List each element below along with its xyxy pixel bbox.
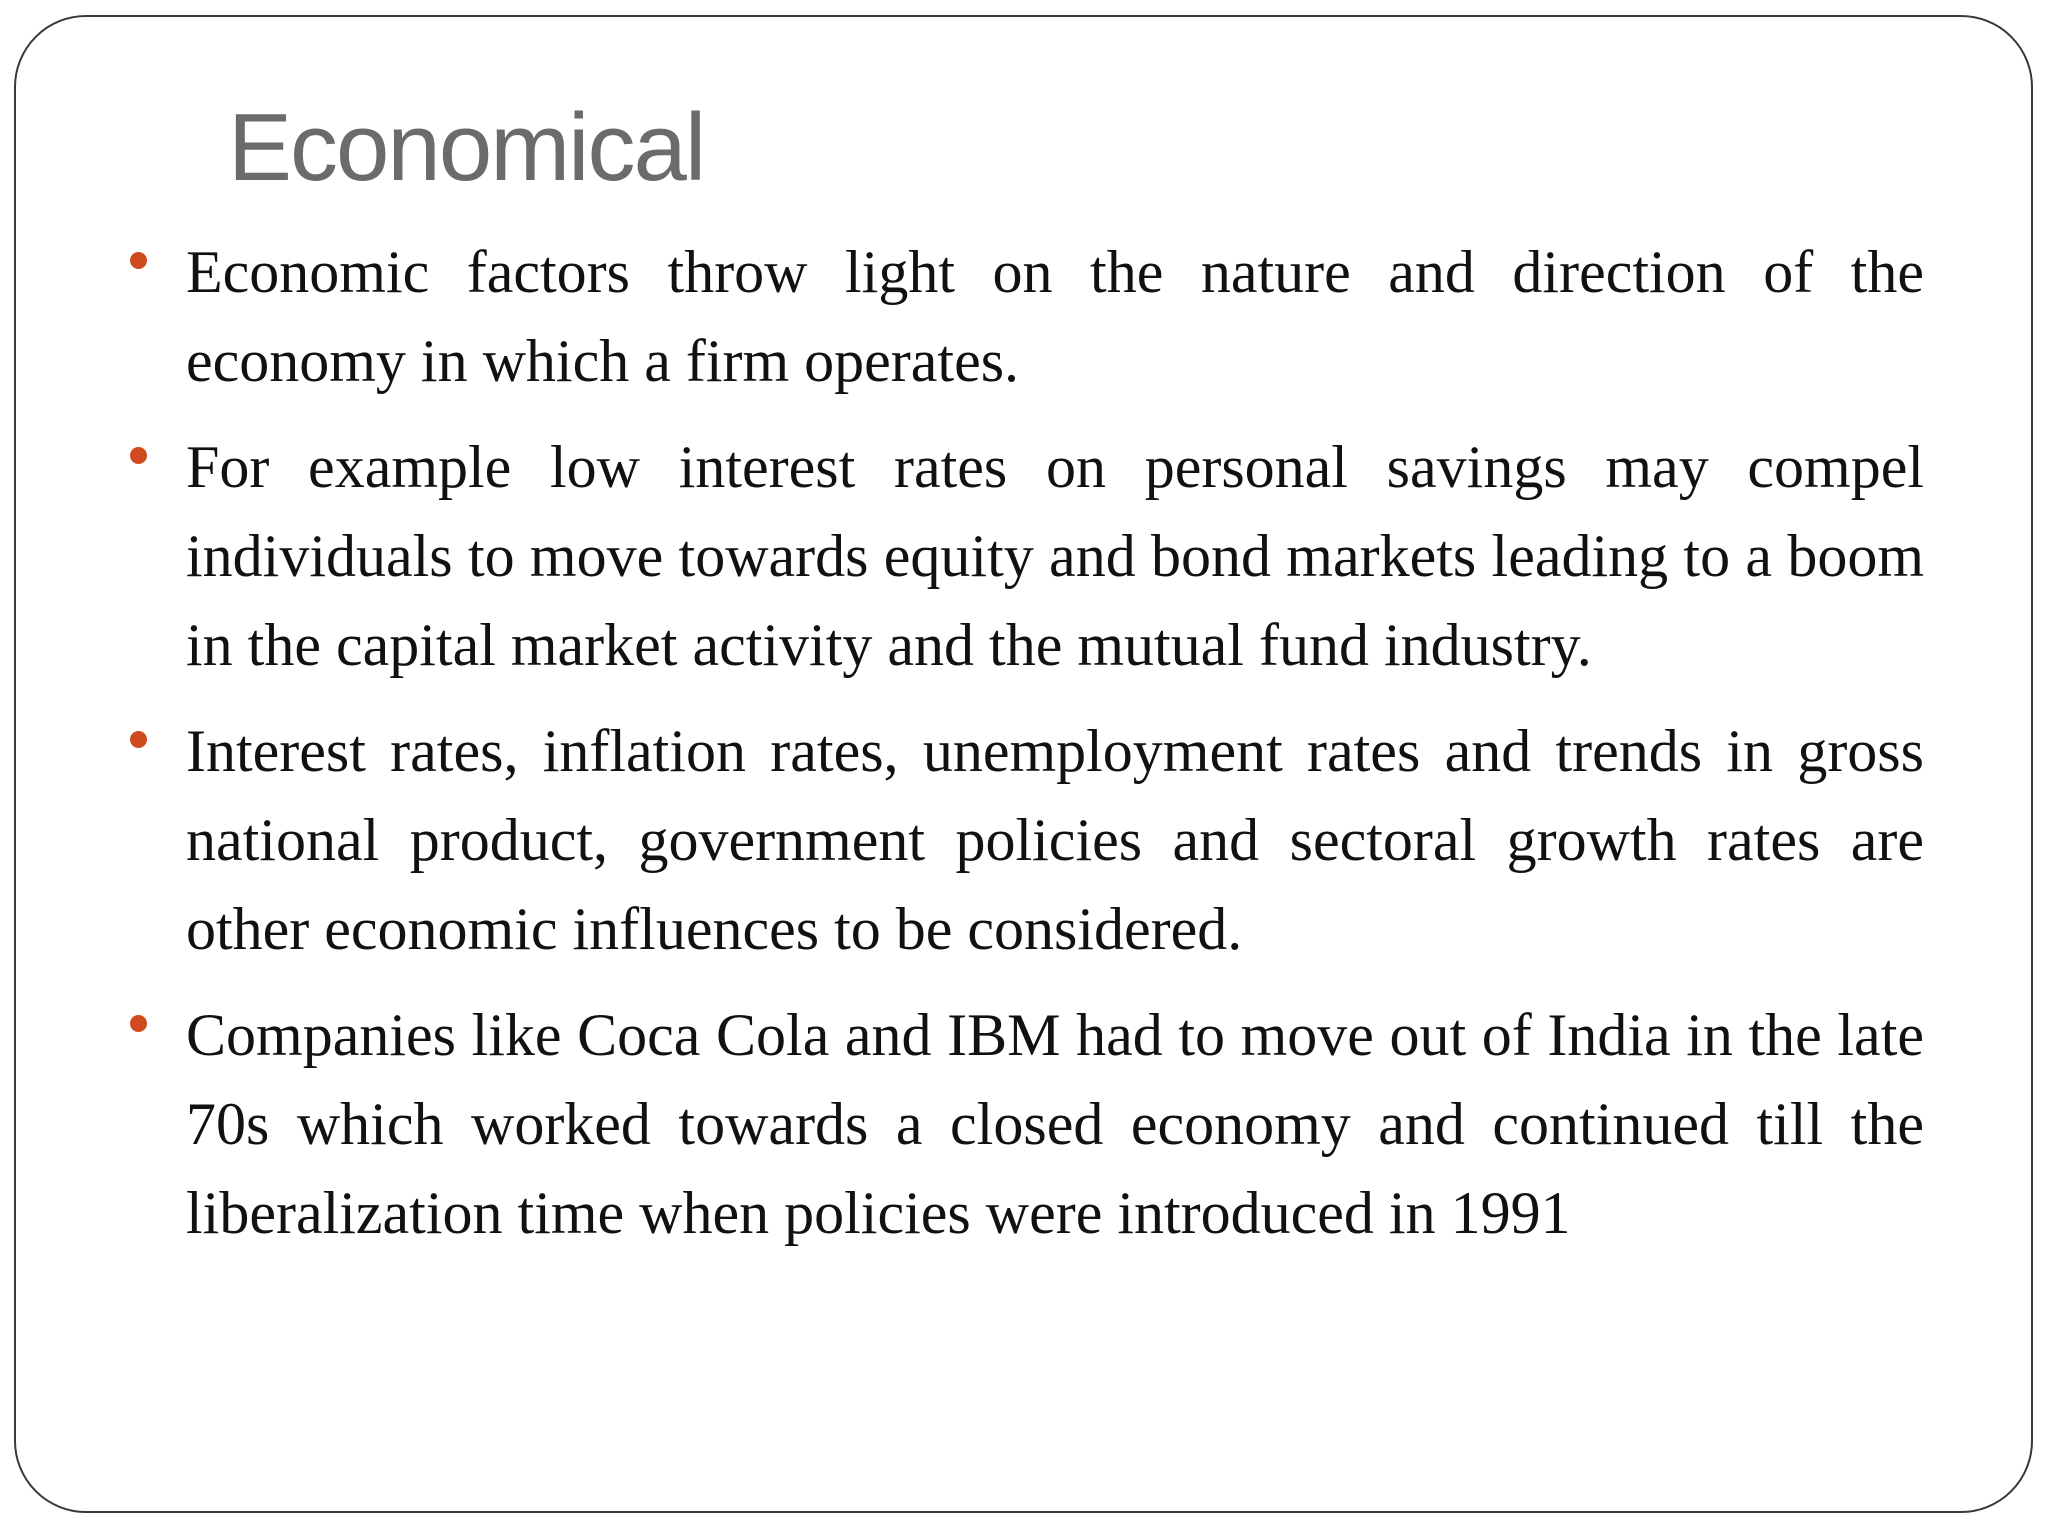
bullet-item (118, 991, 1924, 1258)
slide-title: Economical (228, 94, 705, 201)
bullet-dot-icon (130, 731, 147, 748)
bullet-dot-icon (130, 1015, 147, 1032)
bullet-item (118, 707, 1924, 974)
bullet-text: Economic factors throw light on the nature and direction of the economy in which a firm operates. (186, 239, 1924, 394)
bullet-text: Interest rates, inflation rates, unemployment rates and trends in gross national product, government policies and sectoral growth rates are other economic influences to be considered. (186, 718, 1924, 962)
bullet-dot-icon (130, 447, 147, 464)
bullet-list (118, 228, 1924, 1275)
bullet-item (118, 423, 1924, 690)
bullet-dot-icon (130, 252, 147, 269)
bullet-item (118, 228, 1924, 406)
bullet-text: Companies like Coca Cola and IBM had to move out of India in the late 70s which worked towards a closed economy and continued till the liberalization time when policies were introduced in 1991 (186, 1002, 1924, 1246)
bullet-text: For example low interest rates on personal savings may compel individuals to move towards equity and bond markets leading to a boom in the capital market activity and the mutual fund industry. (186, 434, 1924, 678)
